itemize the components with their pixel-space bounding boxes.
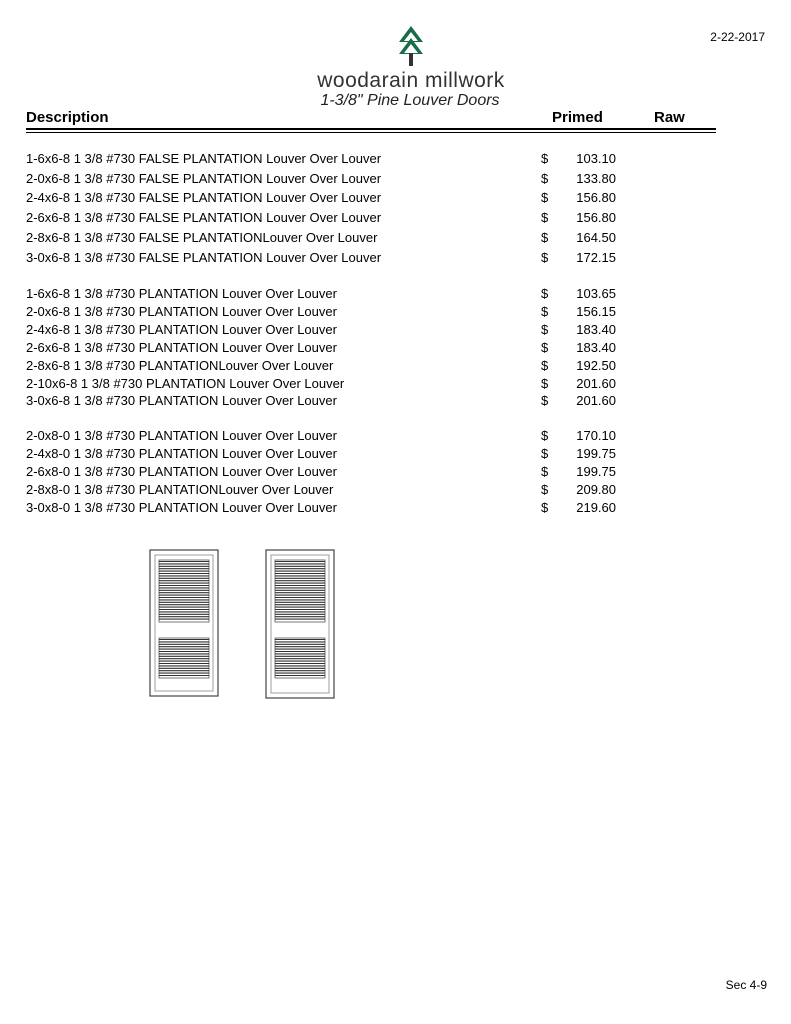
document-date: 2-22-2017 [710, 30, 765, 44]
currency-symbol: $ [541, 500, 549, 515]
product-description: 2-4x8-0 1 3/8 #730 PLANTATION Louver Over Louver [26, 446, 337, 461]
product-description: 2-8x6-8 1 3/8 #730 PLANTATIONLouver Over Louver [26, 358, 334, 373]
currency-symbol: $ [541, 428, 549, 443]
currency-symbol: $ [541, 322, 549, 337]
currency-symbol: $ [541, 464, 549, 479]
table-row [26, 393, 626, 409]
currency-symbol: $ [541, 376, 549, 391]
table-row [26, 482, 626, 498]
primed-price: 183.40 [576, 322, 616, 337]
product-description: 1-6x6-8 1 3/8 #730 PLANTATION Louver Over Louver [26, 286, 337, 301]
table-row [26, 446, 626, 462]
primed-price: 199.75 [576, 446, 616, 461]
product-description: 2-4x6-8 1 3/8 #730 PLANTATION Louver Over Louver [26, 322, 337, 337]
currency-symbol: $ [541, 190, 549, 205]
section-number: Sec 4-9 [725, 978, 767, 992]
page-subtitle: 1-3/8" Pine Louver Doors [320, 92, 500, 109]
primed-price: 170.10 [576, 428, 616, 443]
product-description: 2-6x6-8 1 3/8 #730 PLANTATION Louver Over Louver [26, 340, 337, 355]
table-header [26, 108, 716, 130]
primed-price: 103.65 [576, 286, 616, 301]
primed-price: 156.15 [576, 304, 616, 319]
primed-price: 201.60 [576, 393, 616, 408]
column-header-primed: Primed [552, 109, 603, 126]
currency-symbol: $ [541, 358, 549, 373]
primed-price: 183.40 [576, 340, 616, 355]
product-description: 3-0x6-8 1 3/8 #730 FALSE PLANTATION Louver Over Louver [26, 250, 382, 265]
currency-symbol: $ [541, 171, 549, 186]
primed-price: 133.80 [576, 171, 616, 186]
table-row [26, 286, 626, 302]
currency-symbol: $ [541, 286, 549, 301]
primed-price: 172.15 [576, 250, 616, 265]
primed-price: 201.60 [576, 376, 616, 391]
product-description: 3-0x8-0 1 3/8 #730 PLANTATION Louver Over Louver [26, 500, 337, 515]
currency-symbol: $ [541, 393, 549, 408]
currency-symbol: $ [541, 340, 549, 355]
product-description: 2-0x6-8 1 3/8 #730 FALSE PLANTATION Louver Over Louver [26, 171, 382, 186]
product-description: 2-8x6-8 1 3/8 #730 FALSE PLANTATIONLouver Over Louver [26, 230, 378, 245]
currency-symbol: $ [541, 304, 549, 319]
currency-symbol: $ [541, 151, 549, 166]
primed-price: 164.50 [576, 230, 616, 245]
currency-symbol: $ [541, 446, 549, 461]
product-description: 2-4x6-8 1 3/8 #730 FALSE PLANTATION Louver Over Louver [26, 190, 382, 205]
table-row [26, 190, 626, 206]
table-row [26, 358, 626, 374]
product-description: 2-6x6-8 1 3/8 #730 FALSE PLANTATION Louver Over Louver [26, 210, 382, 225]
currency-symbol: $ [541, 482, 549, 497]
product-description: 2-0x6-8 1 3/8 #730 PLANTATION Louver Over Louver [26, 304, 337, 319]
product-description: 1-6x6-8 1 3/8 #730 FALSE PLANTATION Louver Over Louver [26, 151, 382, 166]
louver-door-icon [266, 550, 334, 698]
primed-price: 209.80 [576, 482, 616, 497]
currency-symbol: $ [541, 210, 549, 225]
currency-symbol: $ [541, 250, 549, 265]
primed-price: 156.80 [576, 190, 616, 205]
table-row [26, 464, 626, 480]
product-description: 3-0x6-8 1 3/8 #730 PLANTATION Louver Over Louver [26, 393, 337, 408]
table-row [26, 250, 626, 266]
product-description: 2-0x8-0 1 3/8 #730 PLANTATION Louver Over Louver [26, 428, 337, 443]
table-row [26, 322, 626, 338]
product-description: 2-6x8-0 1 3/8 #730 PLANTATION Louver Over Louver [26, 464, 337, 479]
table-row [26, 230, 626, 246]
table-row [26, 151, 626, 167]
louver-door-icon [150, 550, 218, 696]
brand-name: woodarain millwork [317, 69, 505, 92]
table-row [26, 500, 626, 516]
table-row [26, 210, 626, 226]
primed-price: 156.80 [576, 210, 616, 225]
currency-symbol: $ [541, 230, 549, 245]
table-row [26, 171, 626, 187]
table-row [26, 304, 626, 320]
primed-price: 199.75 [576, 464, 616, 479]
pine-tree-icon [397, 24, 425, 68]
column-header-raw: Raw [654, 109, 685, 126]
primed-price: 192.50 [576, 358, 616, 373]
company-logo [306, 24, 516, 92]
product-description: 2-8x8-0 1 3/8 #730 PLANTATIONLouver Over Louver [26, 482, 334, 497]
column-header-description: Description [26, 109, 109, 126]
table-row [26, 376, 626, 392]
primed-price: 103.10 [576, 151, 616, 166]
table-row [26, 428, 626, 444]
door-illustrations [148, 548, 358, 700]
primed-price: 219.60 [576, 500, 616, 515]
product-description: 2-10x6-8 1 3/8 #730 PLANTATION Louver Over Louver [26, 376, 345, 391]
table-row [26, 340, 626, 356]
